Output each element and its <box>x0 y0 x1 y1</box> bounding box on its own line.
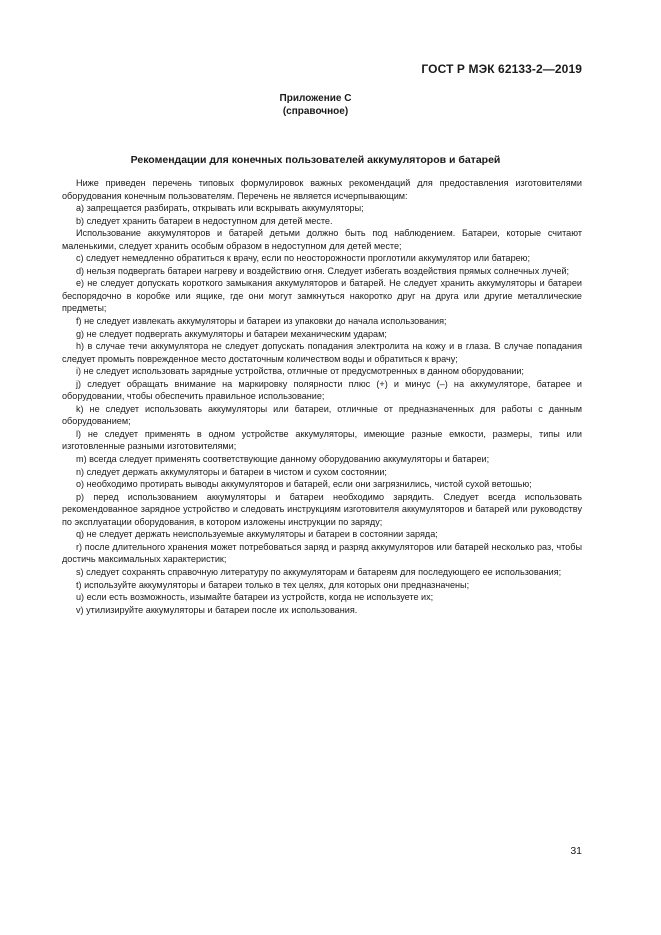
list-item-l: l) не следует применять в одном устройстве аккумуляторы, имеющие разные емкости, размеры, типы или изготовленные разными изготовителями; <box>62 428 582 452</box>
list-item-n: n) следует держать аккумуляторы и батареи в чистом и сухом состоянии; <box>76 466 387 477</box>
recommendations-body <box>62 177 582 616</box>
list-item-c: c) следует немедленно обратиться к врачу, если по неосторожности проглотили аккумулятор или батарею; <box>76 253 531 264</box>
list-item-v: v) утилизируйте аккумуляторы и батареи после их использования. <box>76 604 358 615</box>
list-item-p: p) перед использованием аккумуляторы и батареи необходимо зарядить. Следует всегда использовать рекомендованное зарядное устройство и следовать инструкциям изготовителя аккумуляторов и батарей или руководству по эксплуатации оборудования, в котором изложены инструкции по заряду; <box>62 491 582 527</box>
list-item-e: e) не следует допускать короткого замыкания аккумуляторов и батарей. Не следует хранить аккумуляторы и батареи беспорядочно в коробке или ящике, где они могут замкнуться накоротко друг на друга или другие металлические предметы; <box>62 278 582 314</box>
annex-heading <box>0 92 631 118</box>
page-number: 31 <box>570 845 582 857</box>
list-item-s: s) следует сохранять справочную литературу по аккумуляторам и батареям для последующего ее использования; <box>76 566 562 577</box>
list-item-k: k) не следует использовать аккумуляторы или батареи, отличные от предназначенных для работы с данным оборудованием; <box>62 403 582 427</box>
list-item-t: t) используйте аккумуляторы и батареи только в тех целях, для которых они предназначены; <box>76 579 470 590</box>
list-item-q: q) не следует держать неиспользуемые аккумуляторы и батареи в состоянии заряда; <box>76 529 438 540</box>
annex-title: Приложение С <box>279 93 352 104</box>
list-item-d: d) нельзя подвергать батареи нагреву и воздействию огня. Следует избегать воздействия прямых солнечных лучей; <box>76 265 570 276</box>
list-item-b: b) следует хранить батареи в недоступном для детей месте. <box>76 215 333 226</box>
list-item-u: u) если есть возможность, изымайте батареи из устройств, когда не используете их; <box>76 592 434 603</box>
list-item-f: f) не следует извлекать аккумуляторы и батареи из упаковки до начала использования; <box>76 316 447 327</box>
intro-paragraph: Ниже приведен перечень типовых формулировок важных рекомендаций для предоставления изготовителями оборудования конечным пользователям. Перечень не является исчерпывающим: <box>62 178 582 201</box>
list-item-a: a) запрещается разбирать, открывать или вскрывать аккумуляторы; <box>76 203 364 214</box>
list-item-r: r) после длительного хранения может потребоваться заряд и разряд аккумуляторов или батарей несколько раз, чтобы достичь максимальных характеристик; <box>62 541 582 565</box>
list-item-h: h) в случае течи аккумулятора не следует допускать попадания электролита на кожу и в глаза. В случае попадания следует промыть поврежденное место достаточным количеством воды и обратиться к врачу; <box>62 341 582 364</box>
standard-designation: ГОСТ Р МЭК 62133-2—2019 <box>421 62 582 76</box>
section-title: Рекомендации для конечных пользователей аккумуляторов и батарей <box>130 154 501 166</box>
list-item-j: j) следует обращать внимание на маркировку полярности плюс (+) и минус (–) на аккумуляторе, батарее и оборудовании, чтобы обеспечить правильное использование; <box>62 378 582 402</box>
list-item-m: m) всегда следует применять соответствующие данному оборудованию аккумуляторы и батареи; <box>76 454 490 465</box>
annex-status: (справочное) <box>282 106 349 117</box>
list-item-g: g) не следует подвергать аккумуляторы и батареи механическим ударам; <box>76 328 387 339</box>
list-item-i: i) не следует использовать зарядные устройства, отличные от предусмотренных в данном оборудовании; <box>76 366 524 377</box>
children-note-paragraph: Использование аккумуляторов и батарей детьми должно быть под наблюдением. Батареи, которые считают маленькими, следует хранить особым образом в недоступном для детей месте; <box>62 228 582 251</box>
list-item-o: o) необходимо протирать выводы аккумуляторов и батарей, если они загрязнились, чистой сухой ветошью; <box>76 479 532 490</box>
